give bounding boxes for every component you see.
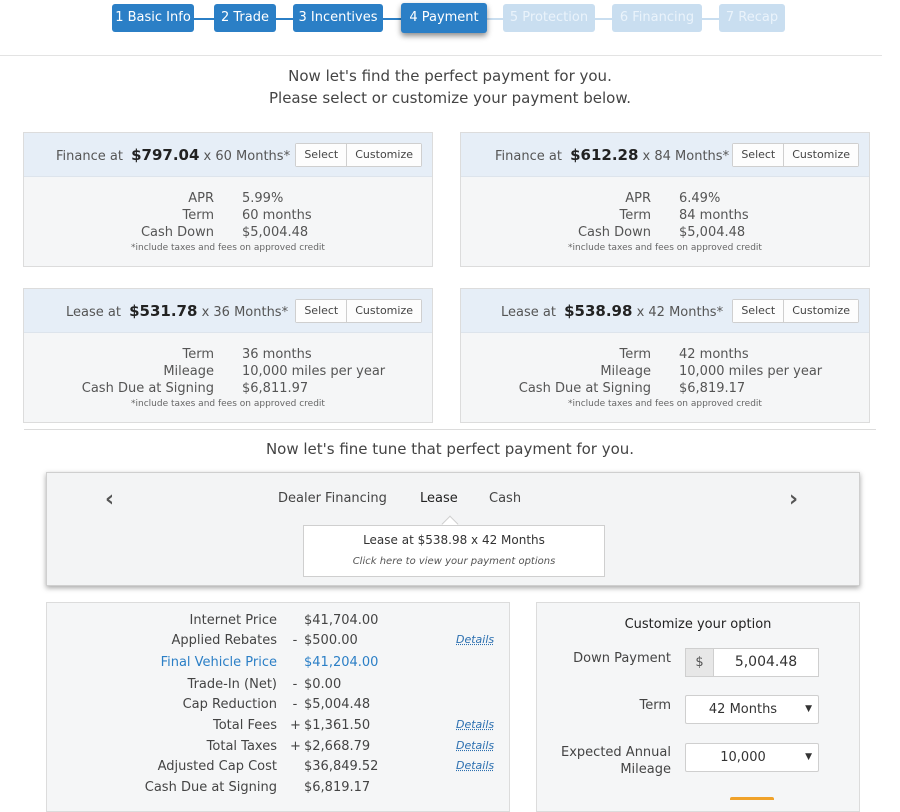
card-row: Cash Due at Signing $6,811.97	[81, 381, 309, 396]
card-prefix: Lease at	[66, 305, 121, 320]
card-row: Cash Down $5,004.48	[577, 225, 746, 240]
breakdown-row: Cash Due at Signing $6,819.17	[144, 780, 371, 795]
down-payment-field[interactable]	[685, 648, 819, 677]
card-amount: $797.04	[131, 146, 200, 164]
chevron-right-icon[interactable]: ›	[789, 487, 799, 512]
step-basic-info[interactable]: 1 Basic Info	[112, 4, 194, 32]
price-breakdown	[46, 602, 510, 812]
breakdown-row: Total Fees + $1,361.50 Details	[212, 718, 495, 733]
currency-addon: $	[686, 649, 714, 676]
card-row: Cash Due at Signing $6,819.17	[518, 381, 746, 396]
card-footnote: *include taxes and fees on approved credit	[131, 243, 325, 253]
tab-lease[interactable]: Lease	[420, 491, 458, 506]
details-link[interactable]: Details	[456, 759, 495, 772]
card-footnote: *include taxes and fees on approved credit	[568, 399, 762, 409]
caret-down-icon: ▼	[805, 704, 812, 714]
intro-line-1: Now let's find the perfect payment for you.	[288, 67, 612, 85]
details-link[interactable]: Details	[456, 718, 495, 731]
customize-button[interactable]: Customize	[346, 300, 421, 322]
card-months: x 60 Months*	[203, 149, 291, 164]
card-actions	[732, 143, 859, 167]
customize-button[interactable]: Customize	[783, 144, 858, 166]
select-button[interactable]: Select	[733, 300, 783, 322]
down-payment-input[interactable]: 5,004.48	[734, 654, 798, 670]
step-protection: 5 Protection	[503, 4, 595, 32]
card-title	[56, 133, 290, 177]
card-months: x 42 Months*	[636, 305, 724, 320]
breakdown-row: Applied Rebates - $500.00 Details	[171, 633, 495, 648]
payment-type-carousel	[46, 472, 860, 586]
term-select[interactable]	[685, 695, 819, 724]
customize-button[interactable]: Customize	[783, 300, 858, 322]
card-row: Term 60 months	[182, 208, 312, 223]
progress-stepper	[0, 4, 900, 32]
step-incentives[interactable]: 3 Incentives	[293, 4, 383, 32]
caret-down-icon: ▼	[805, 752, 812, 762]
chevron-left-icon[interactable]: ‹	[105, 487, 115, 512]
card-actions	[732, 299, 859, 323]
card-header	[24, 289, 432, 333]
payment-summary-hint: Click here to view your payment options	[352, 556, 556, 567]
card-prefix: Finance at	[495, 149, 562, 164]
breakdown-row: Internet Price $41,704.00	[189, 613, 379, 628]
card-row: Term 36 months	[182, 347, 312, 362]
payment-summary: Lease at $538.98 x 42 Months	[363, 533, 545, 547]
card-title	[66, 289, 288, 333]
card-months: x 36 Months*	[201, 305, 289, 320]
card-actions	[295, 143, 422, 167]
payment-option-card	[460, 132, 870, 267]
payment-summary-box[interactable]	[303, 525, 605, 577]
card-title	[501, 289, 723, 333]
card-row: Mileage 10,000 miles per year	[163, 364, 386, 379]
intro-line-2: Please select or customize your payment below.	[268, 89, 631, 107]
card-footnote: *include taxes and fees on approved credit	[131, 399, 325, 409]
details-link[interactable]: Details	[456, 739, 495, 752]
select-button[interactable]: Select	[296, 144, 346, 166]
step-payment[interactable]: 4 Payment	[401, 3, 487, 33]
details-link[interactable]: Details	[456, 633, 495, 646]
step-connector	[592, 18, 614, 20]
card-title	[495, 133, 729, 177]
payment-option-card	[460, 288, 870, 423]
finetune-heading: Now let's fine tune that perfect payment for you.	[265, 440, 635, 458]
card-header	[24, 133, 432, 177]
card-footnote: *include taxes and fees on approved credit	[568, 243, 762, 253]
card-months: x 84 Months*	[642, 149, 730, 164]
mileage-label: Expected Annual Mileage	[561, 745, 671, 777]
step-financing: 6 Financing	[612, 4, 702, 32]
card-amount: $538.98	[564, 302, 633, 320]
select-button[interactable]: Select	[733, 144, 783, 166]
card-row: APR 6.49%	[625, 191, 721, 206]
step-recap: 7 Recap	[719, 4, 785, 32]
term-selected-value: 42 Months	[708, 702, 778, 717]
breakdown-row: Trade-In (Net) - $0.00	[187, 677, 342, 692]
card-header	[461, 289, 869, 333]
card-prefix: Finance at	[56, 149, 123, 164]
term-label: Term	[639, 698, 671, 713]
divider	[0, 55, 882, 56]
tab-cash[interactable]: Cash	[489, 491, 522, 506]
breakdown-row: Adjusted Cap Cost $36,849.52 Details	[157, 759, 495, 774]
card-row: Cash Down $5,004.48	[140, 225, 309, 240]
card-actions	[295, 299, 422, 323]
breakdown-row: Cap Reduction - $5,004.48	[182, 697, 371, 712]
breakdown-row: Final Vehicle Price $41,204.00	[160, 655, 379, 670]
customize-title: Customize your option	[624, 617, 772, 632]
customize-button[interactable]: Customize	[346, 144, 421, 166]
card-amount: $531.78	[129, 302, 198, 320]
tab-dealer-financing[interactable]: Dealer Financing	[278, 491, 387, 506]
mileage-select[interactable]	[685, 743, 819, 772]
card-row: APR 5.99%	[188, 191, 284, 206]
step-trade[interactable]: 2 Trade	[214, 4, 276, 32]
customize-panel	[536, 602, 860, 812]
select-button[interactable]: Select	[296, 300, 346, 322]
divider	[24, 429, 876, 430]
card-row: Term 42 months	[619, 347, 749, 362]
card-prefix: Lease at	[501, 305, 556, 320]
down-payment-label: Down Payment	[573, 651, 671, 666]
payment-option-card	[23, 132, 433, 267]
breakdown-row: Total Taxes + $2,668.79 Details	[206, 739, 495, 754]
card-header	[461, 133, 869, 177]
mileage-selected-value: 10,000	[720, 750, 766, 765]
card-row: Mileage 10,000 miles per year	[600, 364, 823, 379]
card-row: Term 84 months	[619, 208, 749, 223]
payment-option-card	[23, 288, 433, 423]
card-amount: $612.28	[570, 146, 639, 164]
